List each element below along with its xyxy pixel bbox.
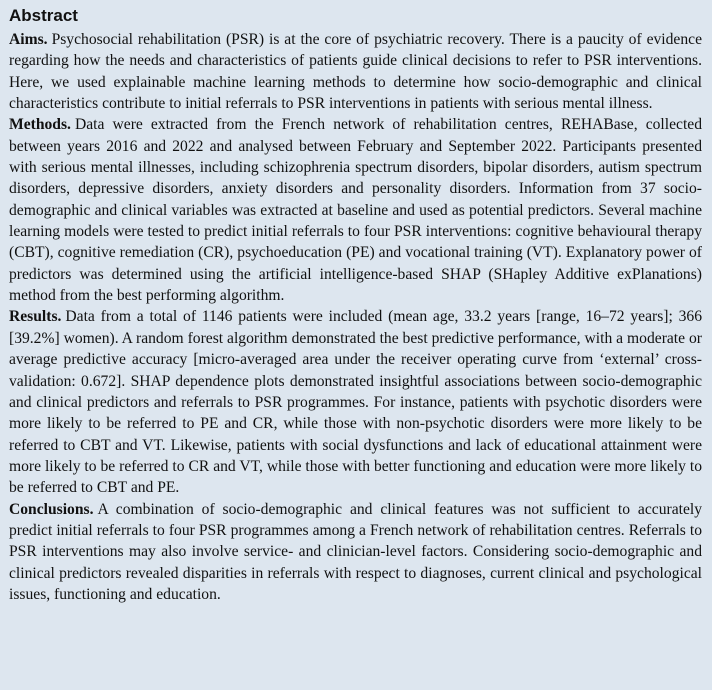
methods-section — [9, 114, 702, 306]
methods-label: Methods. — [9, 116, 71, 134]
conclusions-label: Conclusions. — [9, 500, 94, 518]
methods-text: Data were extracted from the French network of rehabilitation centres, REHABase, collected between years 2016 and 2022 and analysed between February and September 2022. Participants presented with serious mental illnesses, including schizophrenia spectrum disorders, bipolar disorders, autism spectrum disorders, depressive disorders, anxiety disorders and personality disorders. Information from 37 socio-demographic and clinical variables was extracted at baseline and used as potential predictors. Several machine learning models were tested to predict initial referrals to four PSR interventions: cognitive behavioural therapy (CBT), cognitive remediation (CR), psychoeducation (PE) and vocational training (VT). Explanatory power of predictors was determined using the artificial intelligence-based SHAP (SHapley Additive exPlanations) method from the best performing algorithm. — [9, 116, 702, 305]
results-text: Data from a total of 1146 patients were included (mean age, 33.2 years [range, 16–72 years]; 366 [39.2%] women). A random forest algorithm demonstrated the best predictive performance, with a moderate or average predictive accuracy [micro-averaged area under the receiver operating curve from ‘external’ cross-validation: 0.672]. SHAP dependence plots demonstrated insightful associations between socio-demographic and clinical predictors and referrals to PSR programmes. For instance, patients with psychotic disorders were more likely to be referred to PE and CR, while those with non-psychotic disorders were more likely to be referred to CBT and VT. Likewise, patients with social dysfunctions and lack of educational attainment were more likely to be referred to CR and VT, while those with better functioning and education were more likely to be referred to CBT and PE. — [9, 308, 702, 497]
conclusions-text: A combination of socio-demographic and clinical features was not sufficient to accurately predict initial referrals to four PSR programmes among a French network of rehabilitation centres. Referrals to PSR interventions may also involve service- and clinician-level factors. Considering socio-demographic and clinical predictors revealed disparities in referrals with respect to diagnoses, current clinical and psychological issues, functioning and education. — [9, 500, 702, 603]
aims-section — [9, 29, 702, 114]
conclusions-section — [9, 499, 702, 606]
results-label: Results. — [9, 308, 62, 326]
aims-label: Aims. — [9, 31, 48, 48]
abstract-heading: Abstract — [9, 6, 78, 25]
aims-text: Psychosocial rehabilitation (PSR) is at the core of psychiatric recovery. There is a paucity of evidence regarding how the needs and characteristics of patients guide clinical decisions to refer to PSR interventions. Here, we used explainable machine learning methods to determine how socio-demographic and clinical characteristics contribute to initial referrals to PSR interventions in patients with serious mental illness. — [9, 31, 702, 113]
results-section — [9, 306, 702, 498]
